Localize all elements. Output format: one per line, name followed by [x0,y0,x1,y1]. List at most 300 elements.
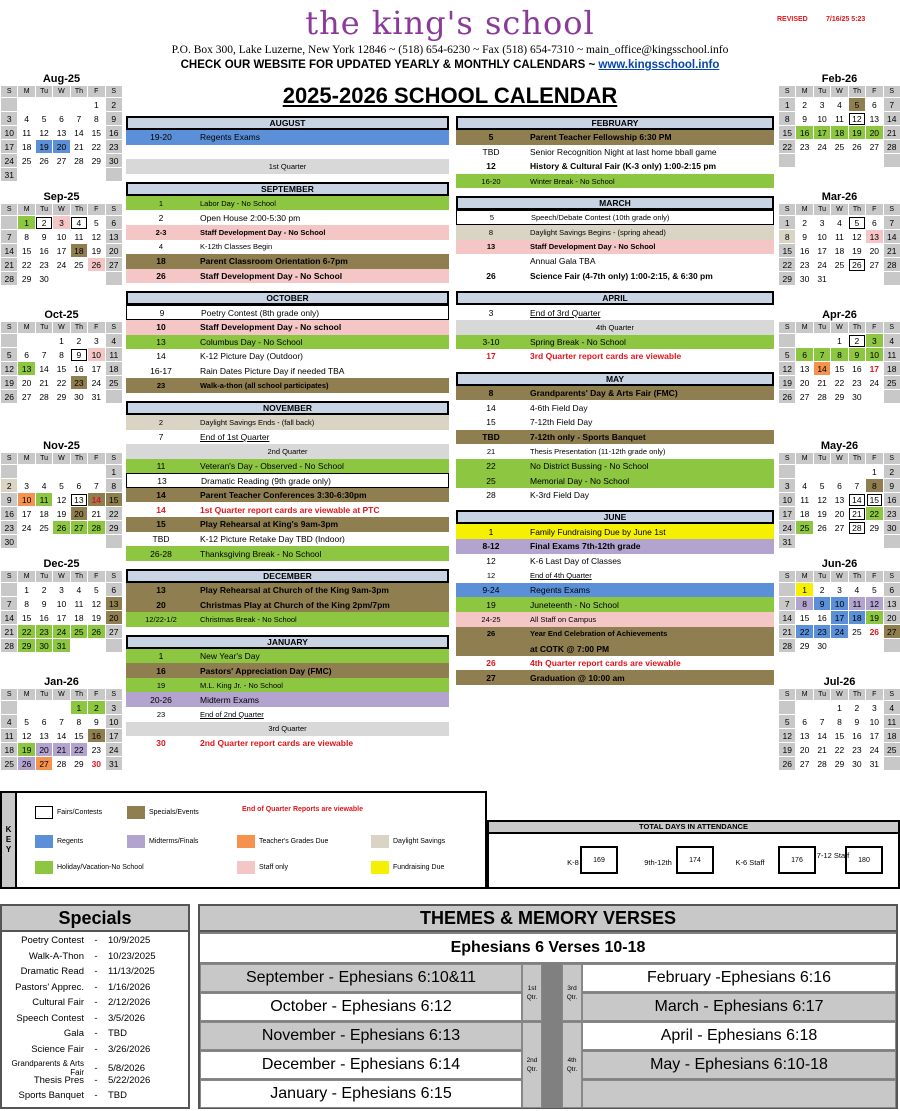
week-row [779,701,900,715]
day-cell: 3 [831,583,848,597]
event-text: History & Cultural Fair (K-3 only) 1:00-2:15 pm [530,161,717,172]
day-cell: 17 [105,729,122,743]
event-row [126,254,449,269]
day-cell: 18 [883,362,900,376]
day-cell: 8 [779,112,796,126]
day-cell: 24 [866,376,883,390]
day-cell: 10 [53,230,70,244]
special-date: 11/13/2025 [108,966,155,977]
day-cell: 14 [1,244,18,258]
mini-calendar-nov-25 [0,440,123,549]
week-row [1,112,123,126]
event-row [126,678,449,693]
day-cell: 11 [848,597,865,611]
day-cell [831,272,848,286]
weekday-header: M [796,689,813,701]
event-row [126,444,449,459]
day-cell [88,272,105,286]
week-row [779,639,900,653]
day-cell: 3 [88,334,105,348]
weekday-header: F [866,204,883,216]
weekday-header: S [779,571,796,583]
special-dash: - [94,1028,98,1039]
day-cell: 16 [35,611,52,625]
weekday-header: W [831,689,848,701]
day-cell: 24 [866,743,883,757]
key-label [0,791,17,889]
day-cell: 3 [866,334,883,348]
day-cell: 29 [88,154,105,168]
event-text: Veteran's Day - Observed - No School [200,460,344,471]
verse-left: December - Ephesians 6:14 [200,1051,522,1079]
day-cell: 27 [831,521,848,535]
weekday-header: Th [70,571,87,583]
day-cell: 4 [796,479,813,493]
day-cell [848,465,865,479]
weekday-header: W [53,571,70,583]
weekday-header: S [779,689,796,701]
day-cell: 30 [883,521,900,535]
weekday-header: S [105,453,122,465]
day-cell: 14 [779,611,796,625]
key-item [127,835,198,848]
day-cell: 21 [779,625,796,639]
event-date: 13 [156,336,166,347]
day-cell [1,701,18,715]
day-cell: 4 [883,334,900,348]
event-row [126,349,449,364]
day-cell: 2 [70,334,87,348]
event-row [456,400,774,415]
month-header-october: OCTOBER [126,291,449,305]
event-text: 7-12th Field Day [530,417,593,428]
day-cell: 10 [105,715,122,729]
day-cell: 19 [88,244,105,258]
key-label-text: Specials/Events [149,809,199,816]
day-cell: 14 [70,126,87,140]
day-cell: 29 [779,272,796,286]
day-cell [105,168,122,182]
week-row [779,583,900,597]
event-row [456,597,774,612]
special-row [2,951,188,962]
special-dash: - [94,1043,98,1055]
week-row [1,743,123,757]
key-letter: K [5,825,12,834]
day-cell: 9 [70,348,87,362]
day-cell: 13 [866,112,883,126]
day-cell: 26 [53,521,70,535]
day-cell [53,465,70,479]
day-cell: 11 [70,230,87,244]
day-cell: 15 [796,611,813,625]
day-cell: 3 [813,98,830,112]
day-cell: 2 [796,216,813,230]
day-cell: 10 [18,493,35,507]
day-cell: 26 [88,258,105,272]
day-cell: 2 [88,701,105,715]
day-cell: 30 [813,639,830,653]
day-cell: 23 [105,140,122,154]
day-cell [70,639,87,653]
day-cell: 7 [813,715,830,729]
day-cell: 3 [813,216,830,230]
event-date: 26 [486,658,496,669]
special-row [2,1028,188,1039]
weekday-header: Tu [813,204,830,216]
weekday-header: W [831,571,848,583]
day-cell: 4 [1,715,18,729]
weekday-header: W [53,453,70,465]
key-swatch [35,835,53,848]
day-cell [70,168,87,182]
day-cell: 22 [70,743,87,757]
day-cell: 27 [866,140,883,154]
event-date: 16-20 [481,176,501,186]
day-cell: 29 [866,521,883,535]
event-row [456,225,774,240]
event-text: 1st Quarter report cards are viewable at PTC [200,504,380,515]
event-date: 8 [488,388,494,399]
week-row [1,168,123,182]
week-row [779,126,900,140]
day-cell: 22 [18,258,35,272]
day-cell: 2 [1,479,18,493]
quarter-word: 1st [527,984,537,992]
day-cell: 21 [883,126,900,140]
week-row [1,521,123,535]
day-cell: 18 [1,743,18,757]
day-cell: 7 [883,216,900,230]
event-row [456,641,774,656]
event-date: 10 [156,322,166,333]
day-cell: 18 [831,126,848,140]
event-text: Parent Teacher Fellowship 6:30 PM [530,132,672,143]
day-cell: 22 [18,625,35,639]
day-cell: 19 [35,140,52,154]
day-cell: 22 [779,140,796,154]
week-row [1,140,123,154]
day-cell [1,465,18,479]
weekday-header: Th [848,453,865,465]
day-cell: 6 [866,216,883,230]
day-cell: 6 [866,98,883,112]
event-row [456,612,774,627]
day-cell [35,701,52,715]
day-cell: 3 [866,701,883,715]
day-cell: 25 [1,757,18,771]
day-cell: 10 [866,715,883,729]
special-date: 1/16/2026 [108,981,151,993]
event-text: 4-6th Field Day [530,402,588,413]
day-cell: 27 [796,390,813,404]
event-row [456,568,774,583]
day-cell: 26 [779,390,796,404]
day-cell: 9 [35,597,52,611]
day-cell: 13 [53,126,70,140]
day-cell: 30 [105,154,122,168]
day-cell [88,465,105,479]
day-cell: 10 [813,230,830,244]
mini-calendar-title: Apr-26 [822,309,857,321]
weekday-header: S [105,204,122,216]
day-cell: 16 [70,362,87,376]
weekday-header: M [18,86,35,98]
weekday-header: W [831,204,848,216]
day-cell: 11 [70,597,87,611]
event-row [456,254,774,269]
day-cell [866,639,883,653]
day-cell: 21 [883,244,900,258]
day-cell: 9 [35,230,52,244]
event-text: 3rd Quarter report cards are viewable [530,351,682,362]
website-link[interactable]: www.kingsschool.info [598,59,720,71]
mini-calendar-jan-26 [0,676,123,771]
day-cell [1,334,18,348]
day-cell: 25 [848,625,865,639]
event-row [126,225,449,240]
day-cell: 22 [796,625,813,639]
event-text: Thesis Presentation (11-12th grade only) [530,446,666,456]
event-row [126,707,449,722]
mini-calendar-title: Jul-26 [823,676,856,688]
day-cell: 2 [883,465,900,479]
event-row [126,305,449,320]
verse-left: January - Ephesians 6:15 [200,1080,522,1108]
day-cell [883,154,900,168]
day-cell [796,465,813,479]
day-cell [53,701,70,715]
day-cell: 1 [831,701,848,715]
day-cell: 13 [831,493,848,507]
event-text: End of 3rd Quarter [530,307,601,318]
quarter-label [522,964,542,1021]
event-row [126,612,449,627]
week-row [779,230,900,244]
day-cell: 30 [35,639,52,653]
special-row [2,966,188,977]
quarter-spacer [542,964,562,1108]
weekday-header: F [88,571,105,583]
day-cell: 21 [848,507,865,521]
day-cell: 15 [88,126,105,140]
day-cell: 4 [35,479,52,493]
special-date: 5/22/2026 [108,1074,151,1086]
mini-calendar-jul-26 [778,676,900,771]
week-row [779,465,900,479]
day-cell: 28 [1,272,18,286]
day-cell: 30 [35,272,52,286]
mini-calendar-title: Nov-25 [43,440,80,452]
day-cell: 11 [105,348,122,362]
event-date: 14 [486,402,496,413]
event-date: 14 [156,490,166,501]
day-cell: 7 [70,112,87,126]
month-header-june: JUNE [456,510,774,524]
day-cell: 28 [883,258,900,272]
web-note: CHECK OUR WEBSITE FOR UPDATED YEARLY & MONTHLY CALENDARS ~ [180,59,599,71]
day-cell: 15 [779,244,796,258]
day-cell: 3 [53,216,70,230]
mini-calendar-title: Jun-26 [821,558,858,570]
day-cell: 27 [105,258,122,272]
week-row [1,479,123,493]
day-cell [18,168,35,182]
verse-right: February -Ephesians 6:16 [582,964,896,992]
quarter-label [562,964,582,1021]
attendance-value: 176 [778,846,816,874]
event-date: 13 [157,475,167,486]
event-text: Final Exams 7th-12th grade [530,541,641,552]
event-text: Dramatic Reading (9th grade only) [201,475,331,486]
day-cell: 15 [831,362,848,376]
day-cell: 1 [796,583,813,597]
day-cell [883,639,900,653]
event-row [456,130,774,145]
day-cell: 29 [53,390,70,404]
day-cell: 25 [883,743,900,757]
day-cell: 15 [779,126,796,140]
day-cell: 3 [53,583,70,597]
day-cell: 29 [796,639,813,653]
event-row [456,335,774,350]
day-cell: 17 [18,507,35,521]
key-item [371,861,444,874]
attendance-label: K-8 [567,858,579,867]
day-cell: 24 [831,625,848,639]
day-cell: 20 [831,507,848,521]
day-cell: 30 [1,535,18,549]
week-row [779,258,900,272]
day-cell: 11 [18,126,35,140]
weekday-header: S [883,204,900,216]
week-row [779,729,900,743]
day-cell: 15 [105,493,122,507]
day-cell: 8 [831,348,848,362]
event-date: 5 [489,213,495,223]
day-cell: 19 [848,244,865,258]
week-row [779,493,900,507]
day-cell: 23 [1,521,18,535]
day-cell: 20 [883,611,900,625]
website-line [0,59,900,71]
week-row [779,334,900,348]
event-text: K-6 Last Day of Classes [530,555,622,566]
event-row [126,532,449,547]
day-cell: 6 [831,479,848,493]
right-month-column [456,116,774,685]
event-text: Juneteenth - No School [530,599,619,610]
event-row [456,539,774,554]
week-row [1,376,123,390]
day-cell [831,465,848,479]
event-text: End of 2nd Quarter [200,709,264,719]
event-date: 26 [156,271,166,282]
week-row [1,535,123,549]
key-label-text: Holiday/Vacation-No School [57,864,144,871]
special-name: Cultural Fair [32,997,84,1008]
weekday-header: Tu [813,571,830,583]
mini-calendar-apr-26 [778,309,900,404]
day-cell: 18 [70,611,87,625]
weekday-header: S [779,322,796,334]
event-text: Family Fundraising Due by June 1st [530,526,666,537]
day-cell: 9 [883,479,900,493]
day-cell: 12 [18,729,35,743]
special-row [2,1044,188,1055]
weekday-header: S [1,571,18,583]
weekday-header: S [883,571,900,583]
event-text: 4th Quarter report cards are viewable [530,658,681,669]
day-cell: 21 [1,258,18,272]
week-row [779,625,900,639]
week-row [1,272,123,286]
event-text: 7-12th only - Sports Banquet [530,431,646,442]
day-cell [105,639,122,653]
week-row [1,597,123,611]
weekday-header: S [105,689,122,701]
day-cell [813,701,830,715]
weekday-header: S [1,204,18,216]
day-cell: 9 [105,112,122,126]
week-row [779,362,900,376]
event-text: Graduation @ 10:00 am [530,672,625,683]
weekday-header: F [88,689,105,701]
day-cell: 2 [796,98,813,112]
day-cell: 8 [70,715,87,729]
day-cell: 30 [796,272,813,286]
day-cell: 26 [1,390,18,404]
day-cell [53,98,70,112]
weekday-header: M [796,571,813,583]
day-cell: 26 [848,140,865,154]
day-cell: 15 [18,611,35,625]
key-label-text: Staff only [259,864,289,871]
day-cell: 15 [866,493,883,507]
day-cell [105,272,122,286]
special-name: Walk-A-Thon [28,950,84,962]
week-row [1,362,123,376]
day-cell: 31 [53,639,70,653]
day-cell: 22 [53,376,70,390]
day-cell: 10 [866,348,883,362]
day-cell: 4 [831,216,848,230]
attendance-label: 7-12 Staff [816,851,850,860]
day-cell: 18 [18,140,35,154]
weekday-header: S [1,86,18,98]
day-cell [848,272,865,286]
event-date: 11 [156,460,166,471]
day-cell: 19 [848,126,865,140]
day-cell: 26 [848,258,865,272]
day-cell: 28 [53,757,70,771]
day-cell: 5 [35,112,52,126]
event-date: 4 [158,242,164,252]
weekday-header: M [796,86,813,98]
event-text: Walk-a-thon (all school participates) [200,381,329,391]
event-row [456,554,774,569]
day-cell: 18 [70,244,87,258]
month-header-april: APRIL [456,291,774,305]
day-cell [796,334,813,348]
day-cell: 18 [796,507,813,521]
event-date: 16 [156,665,166,676]
day-cell: 15 [53,362,70,376]
event-text: Regents Exams [200,132,260,143]
day-cell [53,168,70,182]
special-row [2,1013,188,1024]
quarter-word: Qtr. [526,1066,538,1073]
